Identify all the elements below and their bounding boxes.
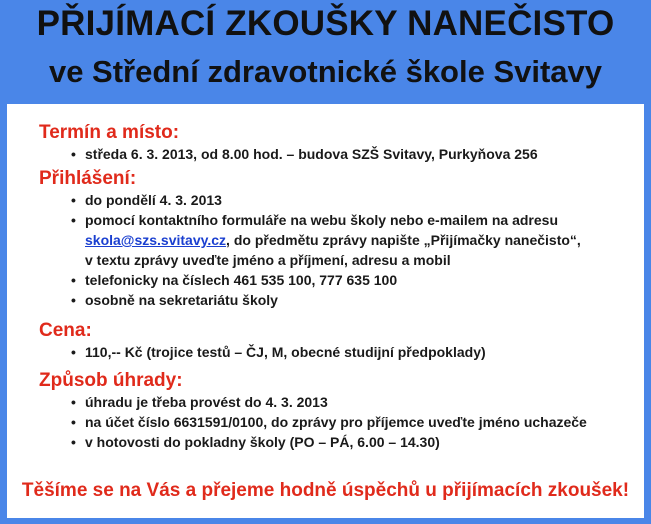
list-item: • osobně na sekretariátu školy <box>71 292 278 308</box>
section-uhrada <box>39 370 587 452</box>
bullet-icon: • <box>71 292 76 308</box>
content-panel <box>7 104 644 518</box>
section-title-uhrada: Způsob úhrady: <box>39 370 183 391</box>
bullet-icon: • <box>71 434 76 450</box>
bullet-icon: • <box>71 414 76 430</box>
list-item: • do pondělí 4. 3. 2013 <box>71 192 222 208</box>
bullet-icon: • <box>71 212 76 228</box>
page-title: PŘIJÍMACÍ ZKOUŠKY NANEČISTO <box>36 4 615 43</box>
list-item: • na účet číslo 6631591/0100, do zprávy pro příjemce uveďte jméno uchazeče <box>71 414 587 430</box>
list-item: • v hotovosti do pokladny školy (PO – PÁ, 6.00 – 14.30) <box>71 434 440 450</box>
section-prihlaseni <box>39 168 581 310</box>
list-prihlaseni <box>39 190 581 310</box>
list-item: • středa 6. 3. 2013, od 8.00 hod. – budova SZŠ Svitavy, Purkyňova 256 <box>71 146 538 162</box>
list-item: • úhradu je třeba provést do 4. 3. 2013 <box>71 394 328 410</box>
list-termin <box>39 144 538 164</box>
footer-message: Těšíme se na Vás a přejeme hodně úspěchů u přijímacích zkoušek! <box>21 480 630 501</box>
list-item: • pomocí kontaktního formuláře na webu školy nebo e-mailem na adresu skola@szs.svitavy.cz, do předmětu zprávy napište „Přijímačky nanečisto“, v textu zprávy uveďte jméno a příjmení, adresu a mobil <box>71 212 581 268</box>
section-title-termin: Termín a místo: <box>39 122 180 143</box>
bullet-icon: • <box>71 272 76 288</box>
email-link[interactable]: skola@szs.svitavy.cz <box>85 232 227 248</box>
list-item: • telefonicky na číslech 461 535 100, 777 635 100 <box>71 272 398 288</box>
bullet-icon: • <box>71 146 76 162</box>
bullet-icon: • <box>71 192 76 208</box>
bullet-icon: • <box>71 394 76 410</box>
section-termin <box>39 122 538 164</box>
bullet-icon: • <box>71 344 76 360</box>
section-title-cena: Cena: <box>39 320 92 341</box>
list-cena <box>39 342 486 362</box>
section-title-prihlaseni: Přihlášení: <box>39 168 137 189</box>
page-subtitle: ve Střední zdravotnické škole Svitavy <box>48 54 603 89</box>
list-item: • 110,-- Kč (trojice testů – ČJ, M, obecné studijní předpoklady) <box>71 344 486 360</box>
header-banner <box>0 0 651 100</box>
list-uhrada <box>39 392 587 452</box>
section-cena <box>39 320 486 362</box>
